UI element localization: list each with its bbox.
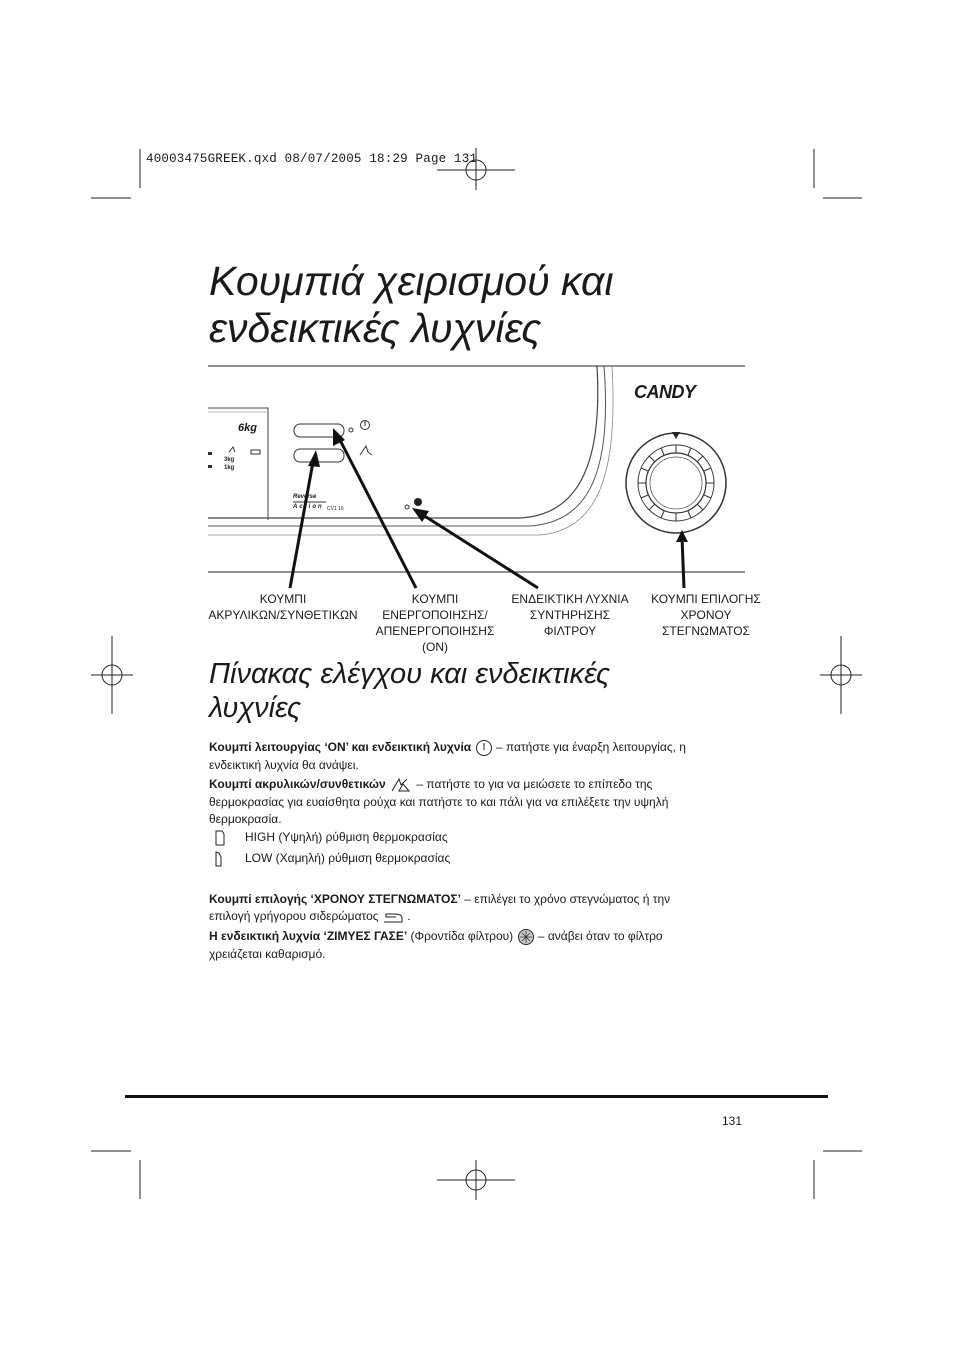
action-label: Action	[293, 504, 324, 510]
filter-paragraph: Η ενδεικτική λυχνία ‘ΖΙΜΥΕΣ ΓΑΣΕ’ (Φροντίδα φίλτρου) – ανάβει όταν το φίλτρο χρειάζεται καθαρισμό.	[209, 929, 663, 961]
reverse-label: Reverse	[293, 494, 317, 500]
iron-icon	[382, 910, 404, 924]
footer-rule	[125, 1095, 828, 1098]
print-slug: 40003475GREEK.qxd 08/07/2005 18:29 Page 131	[146, 152, 478, 166]
low-setting-text: LOW (Χαμηλή) ρύθμιση θερμοκρασίας	[245, 851, 451, 865]
power-icon	[475, 739, 493, 757]
callout-filter-lamp: ΕΝΔΕΙΚΤΙΚΗ ΛΥΧΝΙΑ ΣΥΝΤΗΡΗΣΗΣ ΦΙΛΤΡΟΥ	[511, 592, 629, 638]
page-number: 131	[722, 1114, 743, 1128]
title-line-2: ενδεικτικές λυχνίες	[209, 305, 542, 351]
acrylic-button-paragraph: Κουμπί ακρυλικών/συνθετικών – πατήστε το για να μειώσετε το επίπεδο της θερμοκρασίας για ευαίσθητα ρούχα και πατήστε το και πάλι για να επιλέξετε την υψηλή θερμοκρασία.	[209, 777, 669, 826]
high-setting-text: HIGH (Υψηλή) ρύθμιση θερμοκρασίας	[245, 830, 448, 844]
load-label-1: 3kg	[224, 457, 235, 463]
capacity-label: 6kg	[238, 422, 257, 434]
callout-acrylic-button: ΚΟΥΜΠΙ ΑΚΡΥΛΙΚΩΝ/ΣΥΝΘΕΤΙΚΩΝ	[208, 592, 358, 622]
filter-icon	[517, 928, 535, 946]
model-label: CV1 16	[327, 506, 344, 512]
on-button-paragraph: Κουμπί λειτουργίας ‘ON’ και ενδεικτική λυχνία – πατήστε για έναρξη λειτουργίας, η ενδεικτική λυχνία θα ανάψει.	[209, 740, 686, 772]
acrylic-synthetic-icon	[389, 776, 413, 794]
callout-on-off-button: ΚΟΥΜΠΙ ΕΝΕΡΓΟΠΟΙΗΣΗΣ/ ΑΠΕΝΕΡΓΟΠΟΙΗΣΗΣ (ON)	[375, 592, 495, 654]
brand-logo: CANDY	[634, 382, 696, 402]
timer-paragraph: Κουμπί επιλογής ‘ΧΡΟΝΟΥ ΣΤΕΓΝΩΜΑΤΟΣ’ – επιλέγει το χρόνο στεγνώματος ή την επιλογή γρήγορου σιδερώματος .	[209, 892, 671, 923]
load-label-2: 1kg	[224, 465, 235, 471]
title-line-1: Κουμπιά χειρισμού και	[209, 258, 614, 304]
callout-timer-knob: ΚΟΥΜΠΙ ΕΠΙΛΟΓΗΣ ΧΡΟΝΟΥ ΣΤΕΓΝΩΜΑΤΟΣ	[651, 592, 761, 638]
low-temp-icon	[213, 850, 227, 868]
section-title: Πίνακας ελέγχου και ενδεικτικές λυχνίες	[209, 658, 611, 724]
high-temp-icon	[213, 829, 227, 847]
